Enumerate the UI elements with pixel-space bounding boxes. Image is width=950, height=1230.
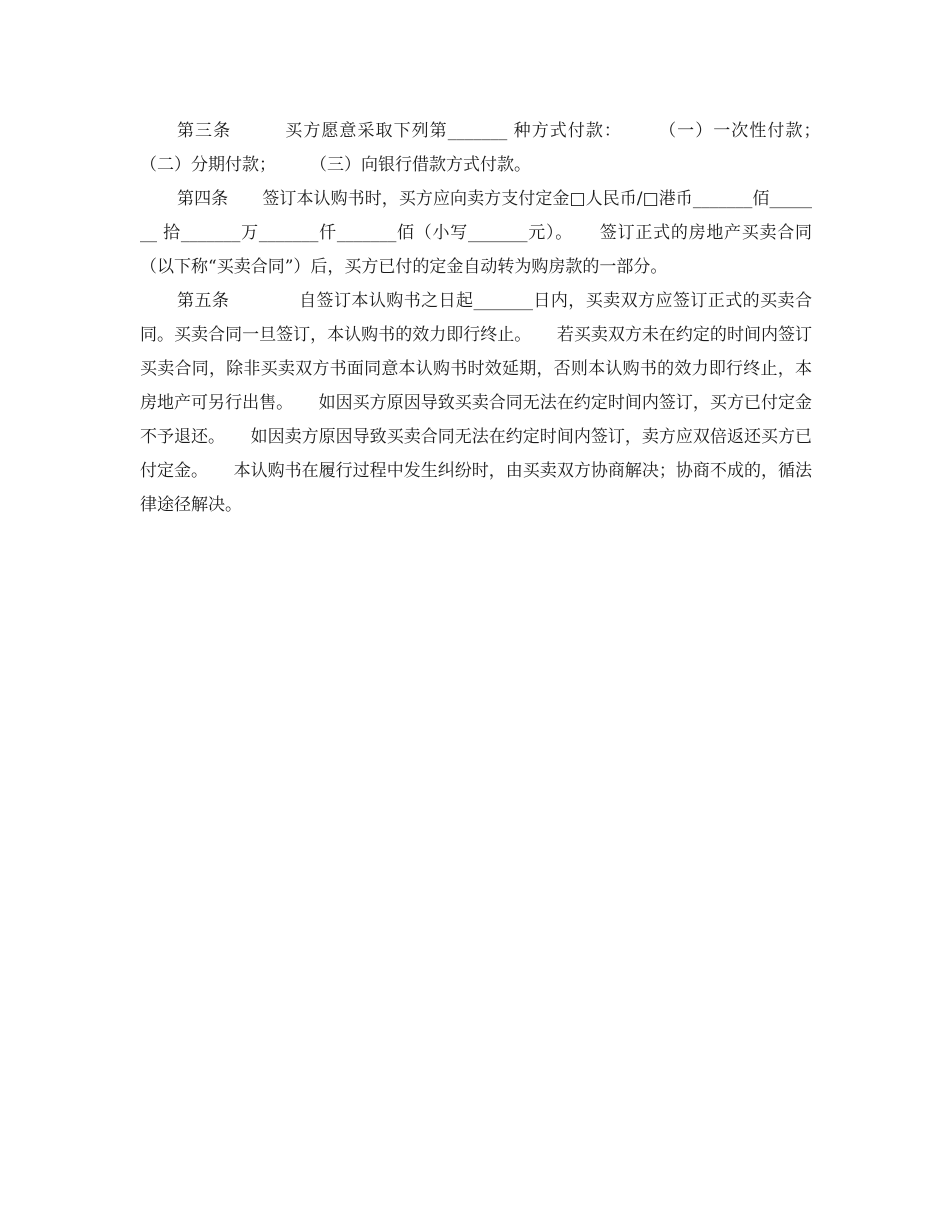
article-3-paragraph: [140, 114, 863, 182]
article-4-text: 第四条 签订本认购书时，买方应向卖方支付定金□人民币/□港币_______佰_______ 拾_______万_______仟_______佰（小写_______元）。 签订正式的房地产买卖合同（以下称“买卖合同”）后，买方已付的定金自动转为购房款的一部分。: [140, 189, 812, 277]
article-3-text: 第三条 买方愿意采取下列第_______ 种方式付款： （一）一次性付款； （二）分期付款； （三）向银行借款方式付款。: [140, 121, 863, 175]
article-5-text: 第五条 自签订本认购书之日起_______日内，买卖双方应签订正式的买卖合同。买卖合同一旦签订，本认购书的效力即行终止。 若买卖双方未在约定的时间内签订买卖合同，除非买卖双方书面同意本认购书时效延期，否则本认购书的效力即行终止，本房地产可另行出售。 如因买方原因导致买卖合同无法在约定时间内签订，买方已付定金不予退还。 如因卖方原因导致买卖合同无法在约定时间内签订，卖方应双倍返还买方已付定金。 本认购书在履行过程中发生纠纷时，由买卖双方协商解决；协商不成的，循法律途径解决。: [140, 291, 812, 515]
document-body: [140, 114, 863, 522]
article-4-paragraph: [140, 182, 812, 284]
article-5-paragraph: [140, 284, 812, 522]
